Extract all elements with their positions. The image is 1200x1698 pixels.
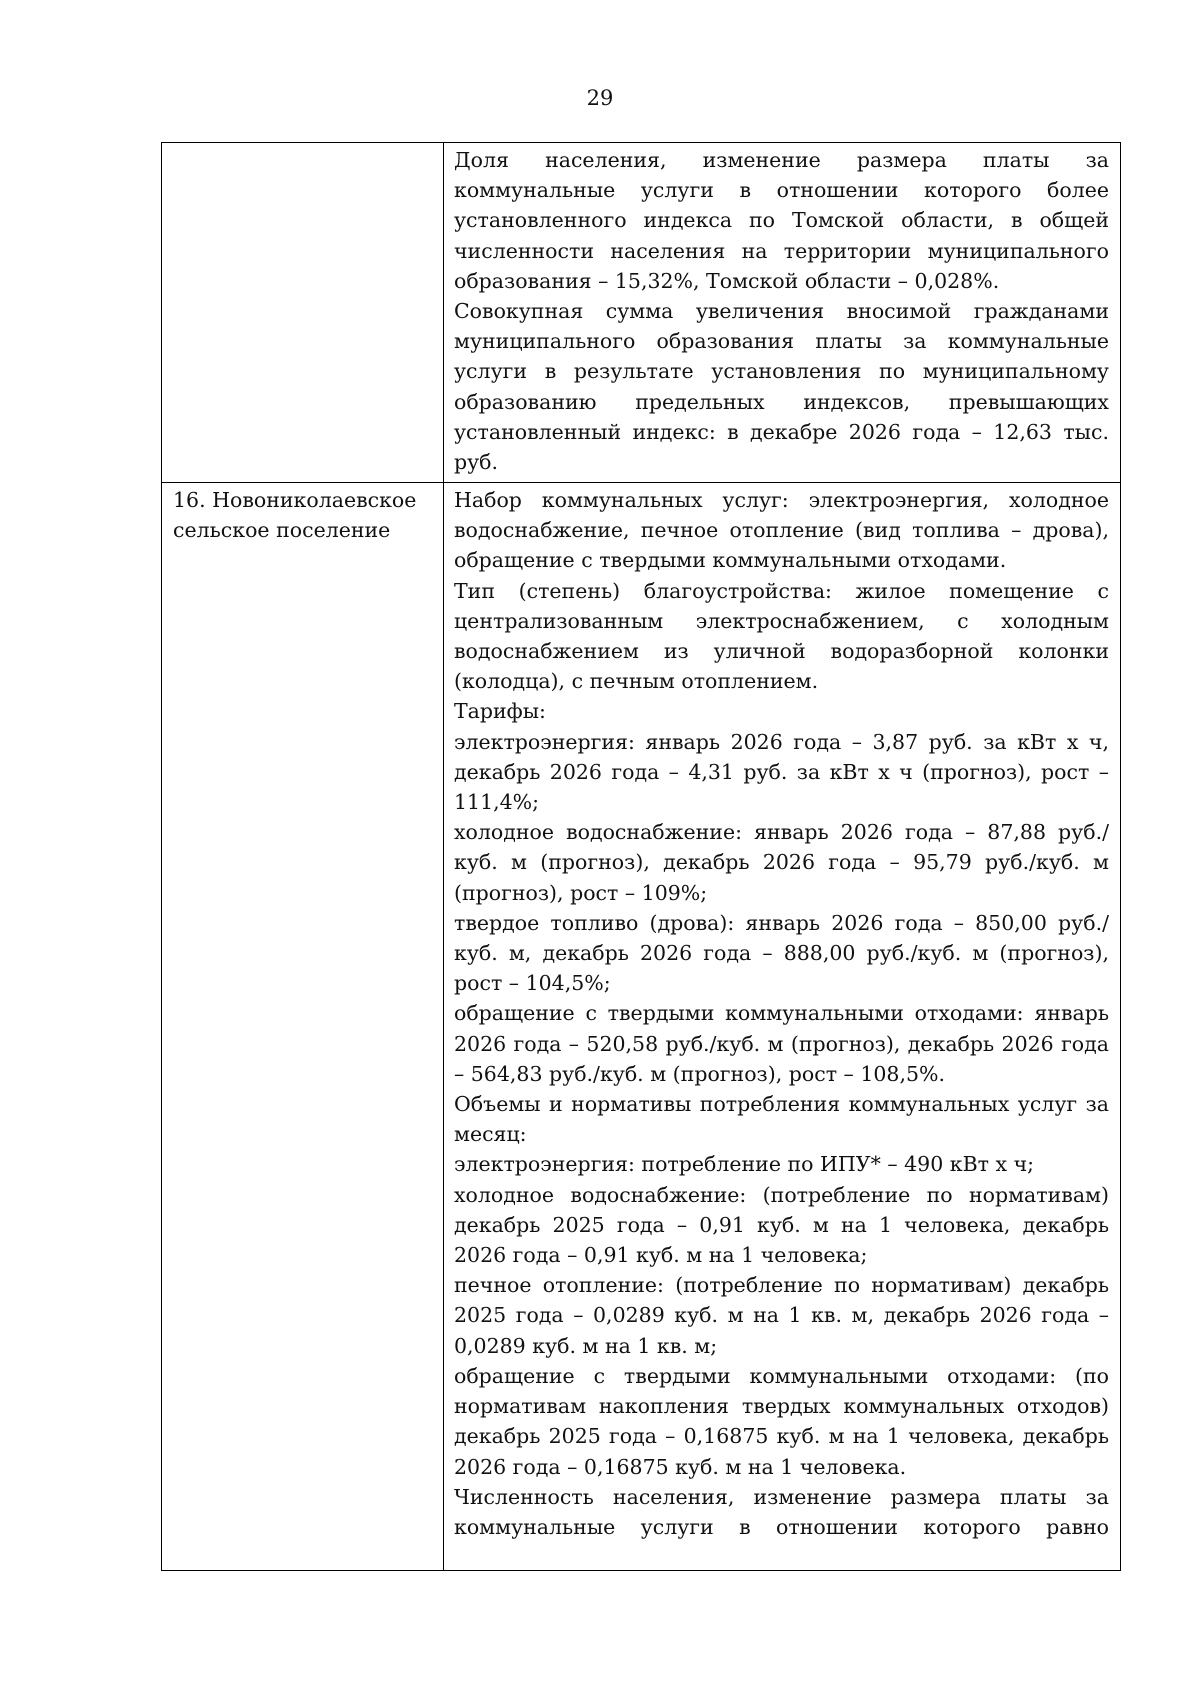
paragraph: электроэнергия: потребление по ИПУ* – 490 кВт х ч;: [454, 1152, 1035, 1177]
paragraph: Совокупная сумма увеличения вносимой гражданами муниципального образования платы за коммунальные услуги в результате установления по муниципальному образованию предельных индексов, превышающих установленный индекс: в декабре 2026 года – 12,63 тыс. руб.: [454, 299, 1109, 475]
paragraph: Численность населения, изменение размера платы за коммунальные услуги в отношении которого равно: [454, 1484, 1109, 1539]
paragraph: электроэнергия: январь 2026 года – 3,87 руб. за кВт х ч, декабрь 2026 года – 4,31 руб. за кВт х ч (прогноз), рост – 111,4%;: [454, 729, 1109, 815]
paragraph: холодное водоснабжение: январь 2026 года – 87,88 руб./куб. м (прогноз), декабрь 2026 года – 95,79 руб./куб. м (прогноз), рост – 109%;: [454, 820, 1109, 905]
paragraph: Тарифы:: [454, 699, 546, 724]
municipality-name-line: сельское поселение: [173, 518, 391, 543]
municipality-name-line: 16. Новониколаевское: [173, 488, 417, 512]
table-row: [162, 483, 1120, 1571]
paragraph: печное отопление: (потребление по нормативам) декабрь 2025 года – 0,0289 куб. м на 1 кв. м, декабрь 2026 года – 0,0289 куб. м на 1 кв. м;: [454, 1273, 1109, 1358]
paragraph: обращение с твердыми коммунальными отходами: январь 2026 года – 520,58 руб./куб. м (прогноз), декабрь 2026 года – 564,83 руб./куб. м (прогноз), рост – 108,5%.: [454, 1001, 1109, 1086]
paragraph: обращение с твердыми коммунальными отходами: (по нормативам накопления твердых коммунальных отходов) декабрь 2025 года – 0,16875 куб. м на 1 человека, декабрь 2026 года – 0,16875 куб. м на 1 человека.: [454, 1363, 1109, 1479]
description-cell: [454, 145, 1109, 477]
paragraph: Объемы и нормативы потребления коммунальных услуг за месяц:: [454, 1092, 1109, 1147]
paragraph: Тип (степень) благоустройства: жилое помещение с централизованным электроснабжением, с холодным водоснабжением из уличной водоразборной колонки (колодца), с печным отоплением.: [454, 578, 1109, 694]
paragraph: Набор коммунальных услуг: электроэнергия, холодное водоснабжение, печное отопление (вид топлива – дрова), обращение с твердыми коммунальными отходами.: [454, 488, 1109, 573]
paragraph: Доля населения, изменение размера платы за коммунальные услуги в отношении которого более установленного индекса по Томской области, в общей численности населения на территории муниципального образования – 15,32%, Томской области – 0,028%.: [454, 148, 1109, 293]
column-divider: [443, 143, 444, 482]
description-cell: [454, 485, 1109, 1542]
column-divider: [443, 483, 444, 1571]
indices-table: [161, 142, 1121, 1571]
paragraph: холодное водоснабжение: (потребление по нормативам) декабрь 2025 года – 0,91 куб. м на 1 человека, декабрь 2026 года – 0,91 куб. м на 1 человека;: [454, 1182, 1109, 1268]
municipality-cell: [173, 485, 433, 545]
paragraph: твердое топливо (дрова): январь 2026 года – 850,00 руб./куб. м, декабрь 2026 года – 888,00 руб./куб. м (прогноз), рост – 104,5%;: [454, 910, 1109, 996]
page-number: 29: [586, 86, 614, 110]
table-row: [162, 143, 1120, 483]
